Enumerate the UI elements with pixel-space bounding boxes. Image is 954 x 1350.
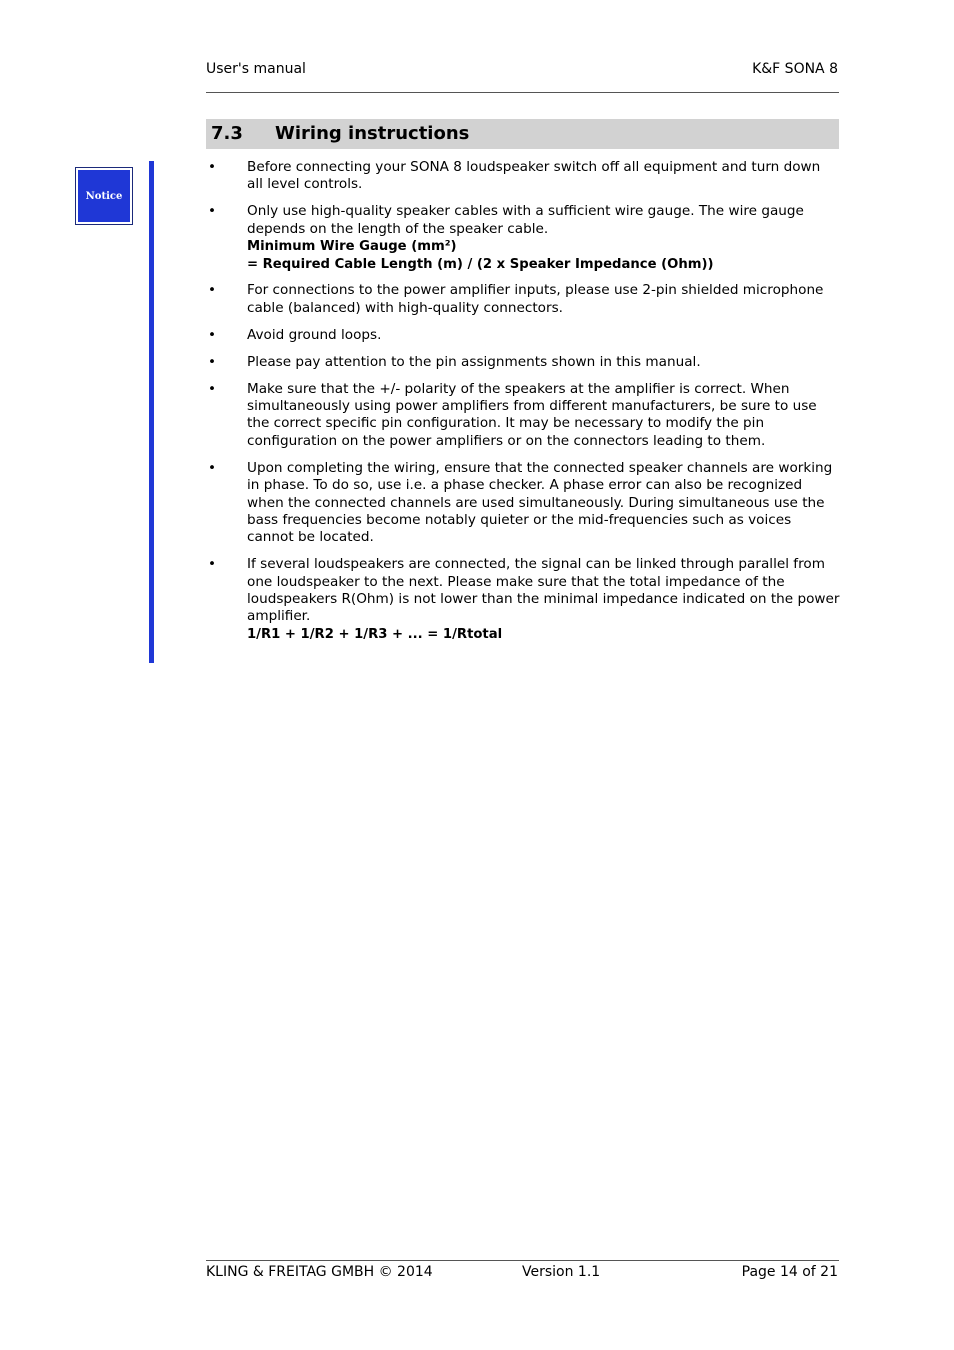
bullet-dot-icon: • <box>208 203 217 220</box>
list-item <box>206 354 840 371</box>
notice-bar <box>149 161 154 663</box>
list-item <box>206 203 840 273</box>
header-rule <box>206 92 839 93</box>
notice-label: Notice <box>78 170 130 222</box>
header-right: K&F SONA 8 <box>752 61 838 77</box>
bullet-text: Before connecting your SONA 8 loudspeaker switch off all equipment and turn down all level controls. <box>247 159 821 193</box>
bullet-dot-icon: • <box>208 556 217 573</box>
bullet-dot-icon: • <box>208 353 217 370</box>
footer-page: Page 14 of 21 <box>741 1264 838 1280</box>
list-item <box>206 282 840 317</box>
list-item <box>206 159 840 194</box>
bullet-text: Make sure that the +/- polarity of the speakers at the amplifier is correct. When simultaneously using power amplifiers from different manufacturers, be sure to use the correct specific pin configuration. It may be necessary to modify the pin configuration on the power amplifiers or on the connectors leading to them. <box>247 380 817 449</box>
bullet-dot-icon: • <box>208 459 217 476</box>
bullet-dot-icon: • <box>208 326 217 343</box>
bullet-text: If several loudspeakers are connected, the signal can be linked through parallel from one loudspeaker to the next. Please make sure that the total impedance of the loudspeakers R(Ohm) is not lower than the minimal impedance indicated on the power amplifier. <box>247 556 840 625</box>
section-heading <box>206 119 839 149</box>
bullet-dot-icon: • <box>208 159 217 175</box>
bullet-text: For connections to the power amplifier inputs, please use 2-pin shielded microphone cable (balanced) with high-quality connectors. <box>247 282 824 316</box>
notice-icon <box>75 167 133 225</box>
footer-rule <box>206 1260 839 1261</box>
section-title: Wiring instructions <box>275 123 470 144</box>
list-item <box>206 381 840 451</box>
bullet-dot-icon: • <box>208 282 217 299</box>
list-item <box>206 556 840 643</box>
bullet-text: Please pay attention to the pin assignments shown in this manual. <box>247 353 701 370</box>
formula-line: Minimum Wire Gauge (mm²) <box>247 239 457 255</box>
bullet-dot-icon: • <box>208 380 217 397</box>
bullet-text: Avoid ground loops. <box>247 326 382 343</box>
formula-line: 1/R1 + 1/R2 + 1/R3 + ... = 1/Rtotal <box>247 626 503 642</box>
bullet-list <box>206 159 840 653</box>
footer-company: KLING & FREITAG GMBH © 2014 <box>206 1264 433 1280</box>
header-left: User's manual <box>206 61 306 77</box>
bullet-text: Upon completing the wiring, ensure that the connected speaker channels are working in phase. To do so, use i.e. a phase checker. A phase error can also be recognized when the connected channels are used simultaneously. During simultaneous use the bass frequencies become notably quieter or the mid-frequencies such as voices cannot be located. <box>247 459 833 546</box>
formula-line: = Required Cable Length (m) / (2 x Speaker Impedance (Ohm)) <box>247 256 714 272</box>
bullet-text: Only use high-quality speaker cables with a sufficient wire gauge. The wire gauge depends on the length of the speaker cable. <box>247 203 804 237</box>
footer-version: Version 1.1 <box>522 1264 601 1280</box>
list-item <box>206 327 840 344</box>
section-number: 7.3 <box>211 123 243 144</box>
list-item <box>206 460 840 547</box>
